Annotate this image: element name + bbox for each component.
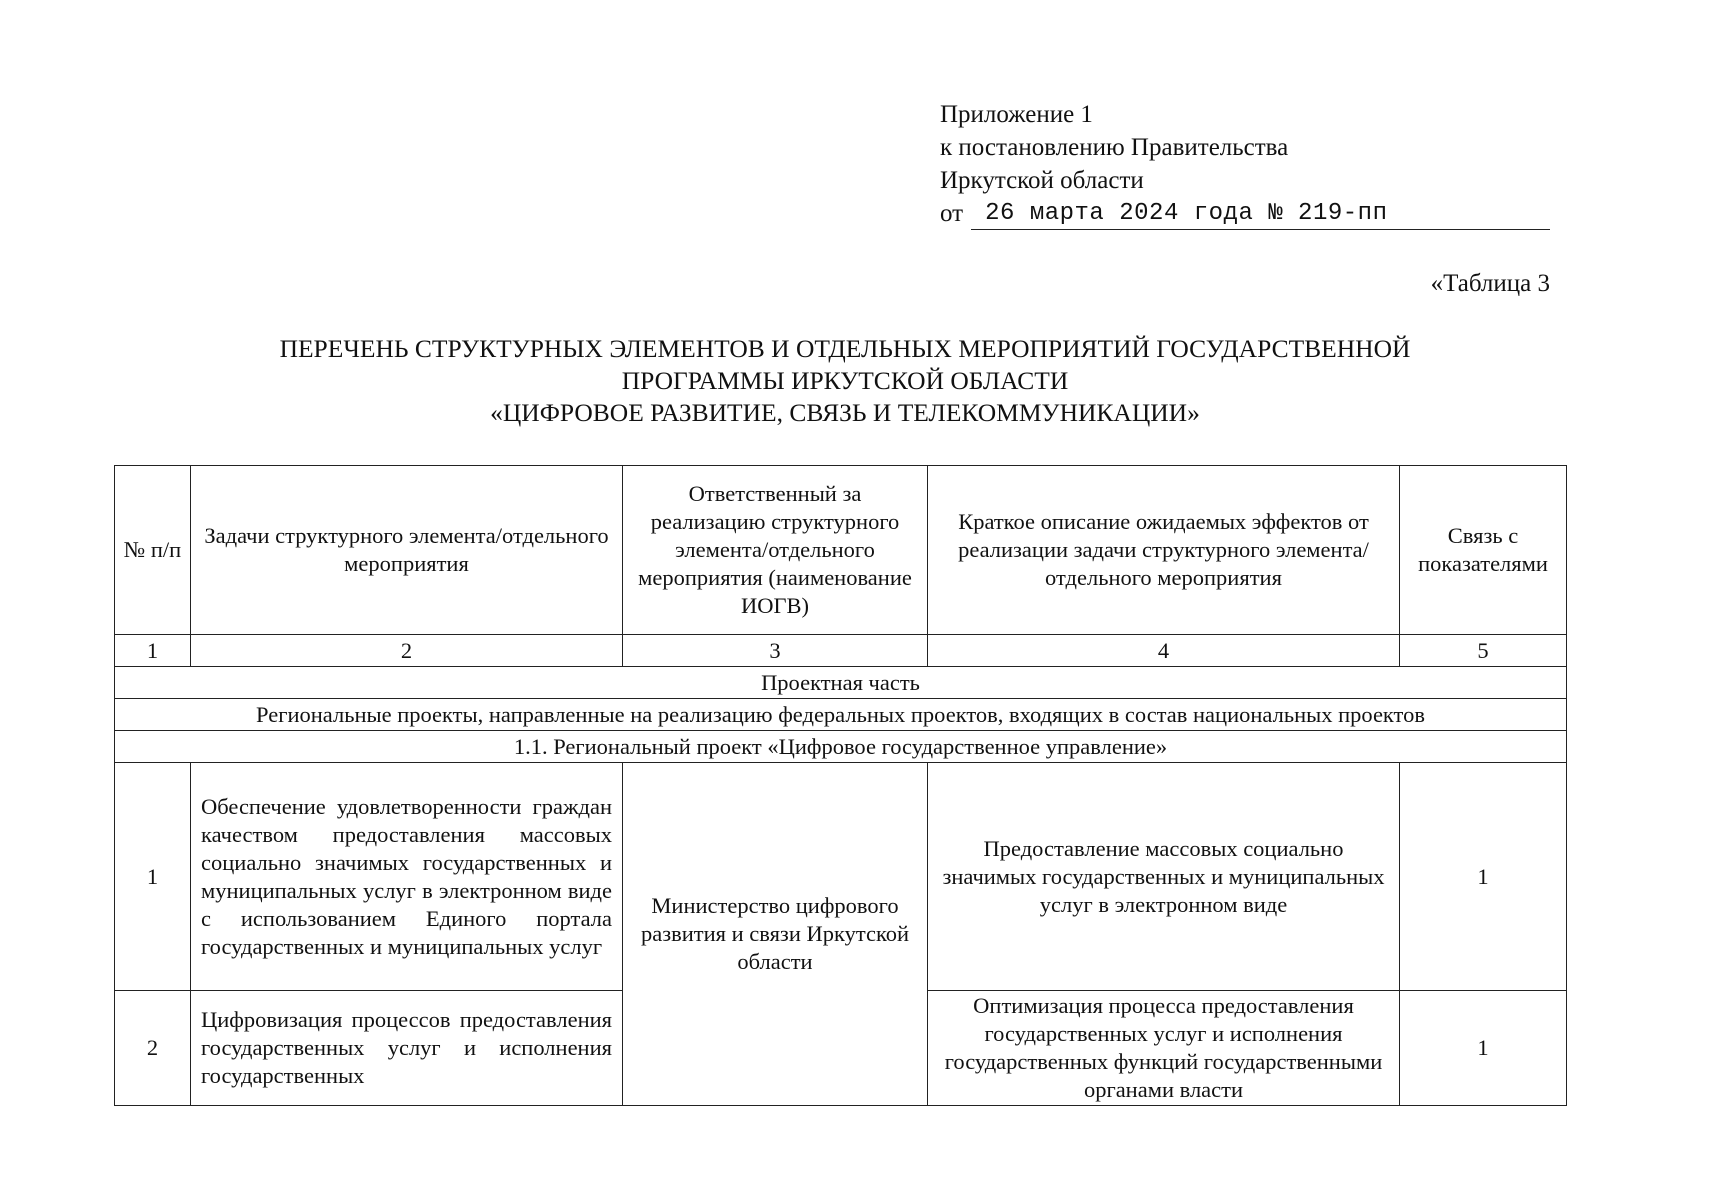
section-subproject: 1.1. Региональный проект «Цифровое государственное управление»: [115, 731, 1567, 763]
section-row: [115, 667, 1567, 699]
section-project: Проектная часть: [115, 667, 1567, 699]
column-number: 2: [191, 635, 623, 667]
row-task: Цифровизация процессов предоставления государственных услуг и исполнения государственных: [191, 991, 623, 1106]
column-number: 5: [1400, 635, 1567, 667]
row-task: Обеспечение удовлетворенности граждан качеством предоставления массовых социально значимых государственных и муниципальных услуг в электронном виде с использованием Единого портала государственных и муниципальных услуг: [191, 763, 623, 991]
row-link: 1: [1400, 763, 1567, 991]
section-regional-projects: Региональные проекты, направленные на реализацию федеральных проектов, входящих в состав национальных проектов: [115, 699, 1567, 731]
row-effect: Предоставление массовых социально значимых государственных и муниципальных услуг в электронном виде: [928, 763, 1400, 991]
column-number: 1: [115, 635, 191, 667]
title-line-2: ПРОГРАММЫ ИРКУТСКОЙ ОБЛАСТИ: [621, 366, 1069, 395]
row-effect: Оптимизация процесса предоставления государственных услуг и исполнения государственных функций государственными органами власти: [928, 991, 1400, 1106]
structural-elements-table: [114, 465, 1567, 1106]
document-title: [120, 333, 1570, 429]
column-number: 3: [623, 635, 928, 667]
header-responsible: Ответственный за реализацию структурного элемента/отдельного мероприятия (наименование ИОГВ): [623, 466, 928, 635]
appendix-date-line: [940, 197, 1550, 230]
appendix-line-1: Приложение 1: [940, 101, 1093, 128]
header-link: Связь с показателями: [1400, 466, 1567, 635]
table-reference: «Таблица 3: [1430, 270, 1550, 297]
appendix-block: [940, 98, 1550, 230]
row-link: 1: [1400, 991, 1567, 1106]
appendix-line-2: к постановлению Правительства: [940, 134, 1289, 161]
date-prefix: от: [940, 200, 964, 227]
resolution-date: 26 марта 2024 года № 219-пп: [971, 199, 1550, 230]
row-responsible: Министерство цифрового развития и связи Иркутской области: [623, 763, 928, 1106]
table-header-row: [115, 466, 1567, 635]
row-num: 2: [115, 991, 191, 1106]
section-row: [115, 731, 1567, 763]
column-number: 4: [928, 635, 1400, 667]
title-line-3: «ЦИФРОВОЕ РАЗВИТИЕ, СВЯЗЬ И ТЕЛЕКОММУНИКАЦИИ»: [490, 398, 1200, 427]
header-task: Задачи структурного элемента/отдельного мероприятия: [191, 466, 623, 635]
header-effects: Краткое описание ожидаемых эффектов от реализации задачи структурного элемента/отдельного мероприятия: [928, 466, 1400, 635]
title-line-1: ПЕРЕЧЕНЬ СТРУКТУРНЫХ ЭЛЕМЕНТОВ И ОТДЕЛЬНЫХ МЕРОПРИЯТИЙ ГОСУДАРСТВЕННОЙ: [279, 334, 1411, 363]
row-num: 1: [115, 763, 191, 991]
section-row: [115, 699, 1567, 731]
appendix-line-3: Иркутской области: [940, 167, 1144, 194]
column-number-row: [115, 635, 1567, 667]
table-row: [115, 763, 1567, 991]
header-num: № п/п: [115, 466, 191, 635]
